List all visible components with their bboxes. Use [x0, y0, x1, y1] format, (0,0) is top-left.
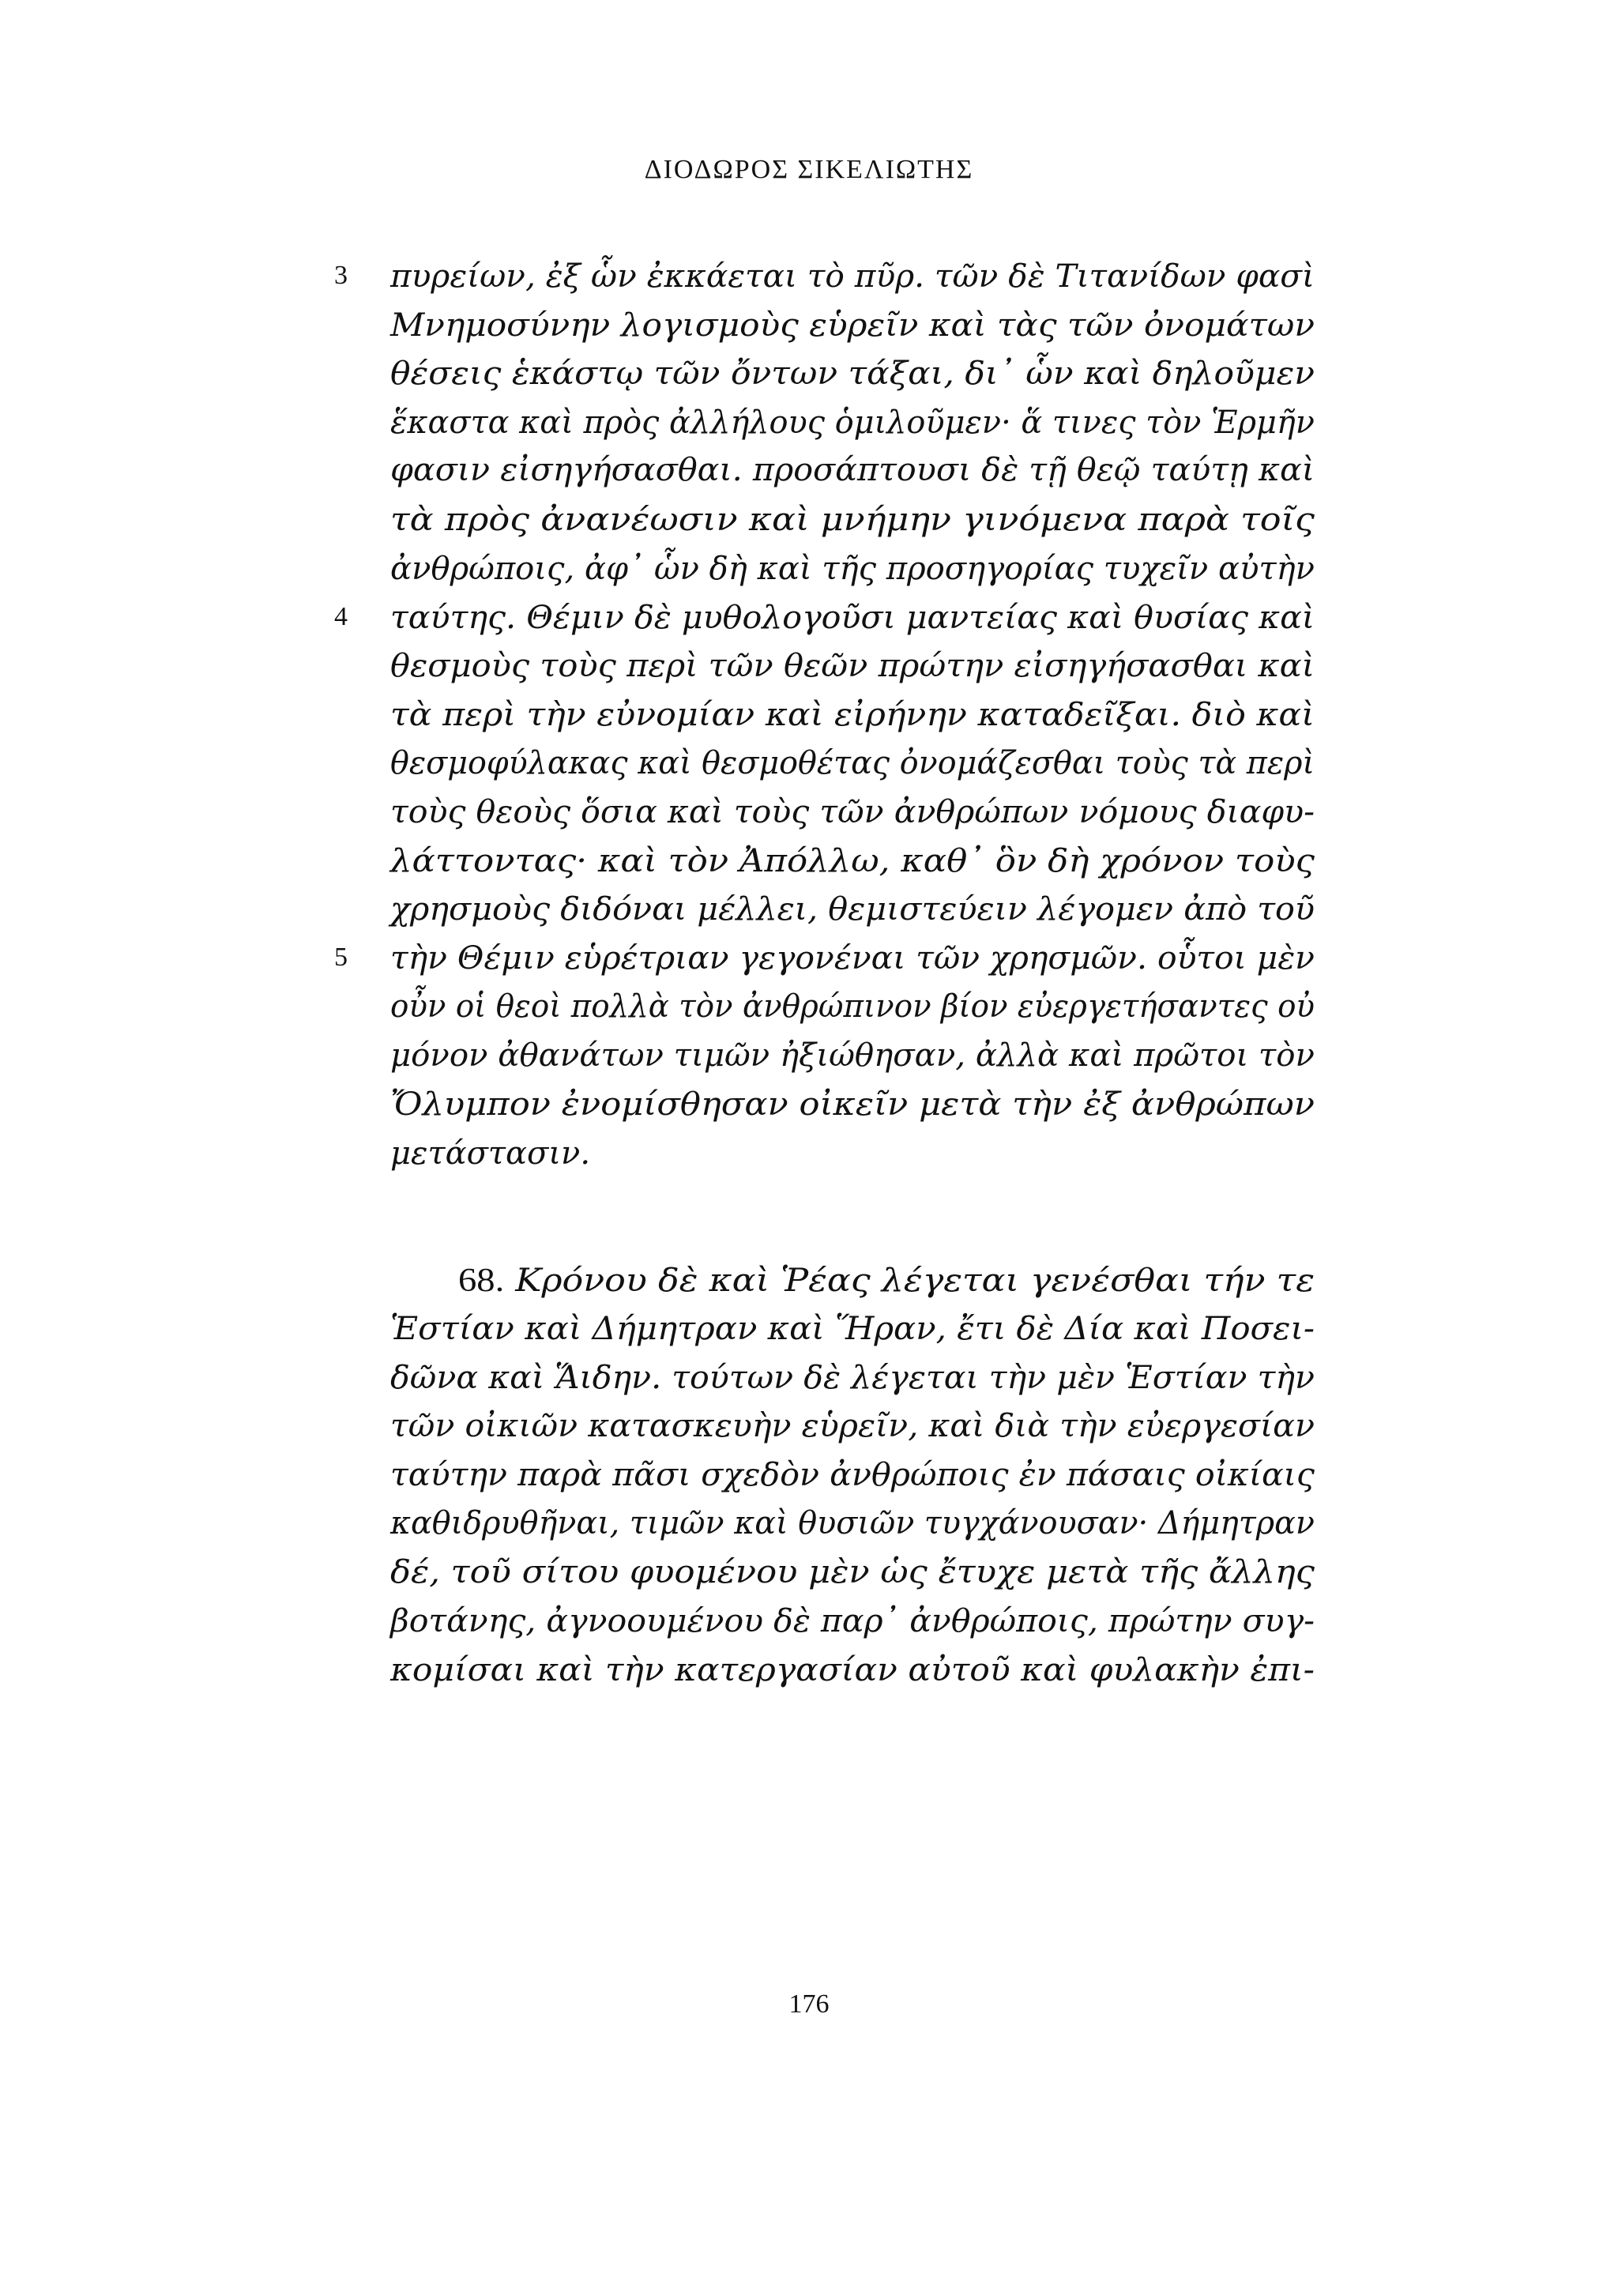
text-line: λάττοντας· καὶ τὸν Ἀπόλλω, καθ᾽ ὃν δὴ χρόνον τοὺς	[390, 843, 1315, 879]
text-line: τὰ περὶ τὴν εὐνομίαν καὶ εἰρήνην καταδεῖξαι. διὸ καὶ	[390, 697, 1315, 733]
marginal-section-number: 5	[334, 943, 348, 972]
text-line: ταύτην παρὰ πᾶσι σχεδὸν ἀνθρώποις ἐν πάσαις οἰκίαις	[390, 1457, 1315, 1493]
text-line: ταύτης. Θέμιν δὲ μυθολογοῦσι μαντείας καὶ θυσίας καὶ	[390, 600, 1315, 636]
text-line: θέσεις ἑκάστῳ τῶν ὄντων τάξαι, δι᾽ ὧν καὶ δηλοῦμεν	[390, 356, 1315, 392]
text-line: δῶνα καὶ Ἅιδην. τούτων δὲ λέγεται τὴν μὲν Ἑστίαν τὴν	[390, 1360, 1315, 1396]
text-line: καθιδρυθῆναι, τιμῶν καὶ θυσιῶν τυγχάνουσαν· Δήμητραν	[390, 1505, 1315, 1541]
text-line: κομίσαι καὶ τὴν κατεργασίαν αὐτοῦ καὶ φυλακὴν ἐπι-	[390, 1652, 1315, 1688]
text-line: δέ, τοῦ σίτου φυομένου μὲν ὡς ἔτυχε μετὰ τῆς ἄλλης	[390, 1554, 1315, 1590]
text-line: ἕκαστα καὶ πρὸς ἀλλήλους ὁμιλοῦμεν· ἅ τινες τὸν Ἑρμῆν	[390, 405, 1315, 441]
text-line: θεσμοὺς τοὺς περὶ τῶν θεῶν πρώτην εἰσηγήσασθαι καὶ	[390, 648, 1315, 684]
text-line: τὰ πρὸς ἀνανέωσιν καὶ μνήμην γινόμενα παρὰ τοῖς	[390, 502, 1315, 538]
text-line	[458, 1264, 1315, 1297]
text-line: τῶν οἰκιῶν κατασκευὴν εὑρεῖν, καὶ διὰ τὴν εὐεργεσίαν	[390, 1408, 1315, 1444]
text-line: βοτάνης, ἀγνοουμένου δὲ παρ᾽ ἀνθρώποις, πρώτην συγ-	[390, 1603, 1315, 1639]
page-number: 176	[788, 1989, 830, 2019]
marginal-section-number: 3	[334, 261, 348, 290]
text-line: Μνημοσύνην λογισμοὺς εὑρεῖν καὶ τὰς τῶν ὀνομάτων	[390, 307, 1315, 344]
text-line: τοὺς θεοὺς ὅσια καὶ τοὺς τῶν ἀνθρώπων νόμους διαφυ-	[390, 794, 1315, 830]
text-line: θεσμοφύλακας καὶ θεσμοθέτας ὀνομάζεσθαι τοὺς τὰ περὶ	[390, 745, 1315, 781]
text-line: ἀνθρώποις, ἀφ᾽ ὧν δὴ καὶ τῆς προσηγορίας τυχεῖν αὐτὴν	[390, 551, 1315, 587]
section-number: 68.	[458, 1263, 505, 1299]
text-line: Ἑστίαν καὶ Δήμητραν καὶ Ἥραν, ἔτι δὲ Δία καὶ Ποσει-	[390, 1311, 1315, 1347]
marginal-section-number: 4	[334, 602, 348, 631]
text-line: φασιν εἰσηγήσασθαι. προσάπτουσι δὲ τῇ θεῷ ταύτῃ καὶ	[390, 452, 1315, 488]
text-line: χρησμοὺς διδόναι μέλλει, θεμιστεύειν λέγομεν ἀπὸ τοῦ	[390, 891, 1315, 928]
text-line: οὖν οἱ θεοὶ πολλὰ τὸν ἀνθρώπινον βίον εὐεργετήσαντες οὐ	[390, 988, 1315, 1025]
text-line: μόνον ἀθανάτων τιμῶν ἠξιώθησαν, ἀλλὰ καὶ πρῶτοι τὸν	[390, 1037, 1315, 1074]
running-head: ΔΙΟΔΩΡΟΣ ΣΙΚΕΛΙΩΤΗΣ	[644, 155, 974, 184]
text-line: μετάστασιν.	[390, 1135, 591, 1172]
text-line: Ὄλυμπον ἐνομίσθησαν οἰκεῖν μετὰ τὴν ἐξ ἀνθρώπων	[390, 1086, 1315, 1123]
text-line: τὴν Θέμιν εὑρέτριαν γεγονέναι τῶν χρησμῶν. οὗτοι μὲν	[390, 940, 1315, 977]
section-first-line-text: Κρόνου δὲ καὶ Ῥέας λέγεται γενέσθαι τήν τε	[504, 1263, 1315, 1299]
text-line: πυρείων, ἐξ ὧν ἐκκάεται τὸ πῦρ. τῶν δὲ Τιτανίδων φασὶ	[390, 258, 1315, 295]
